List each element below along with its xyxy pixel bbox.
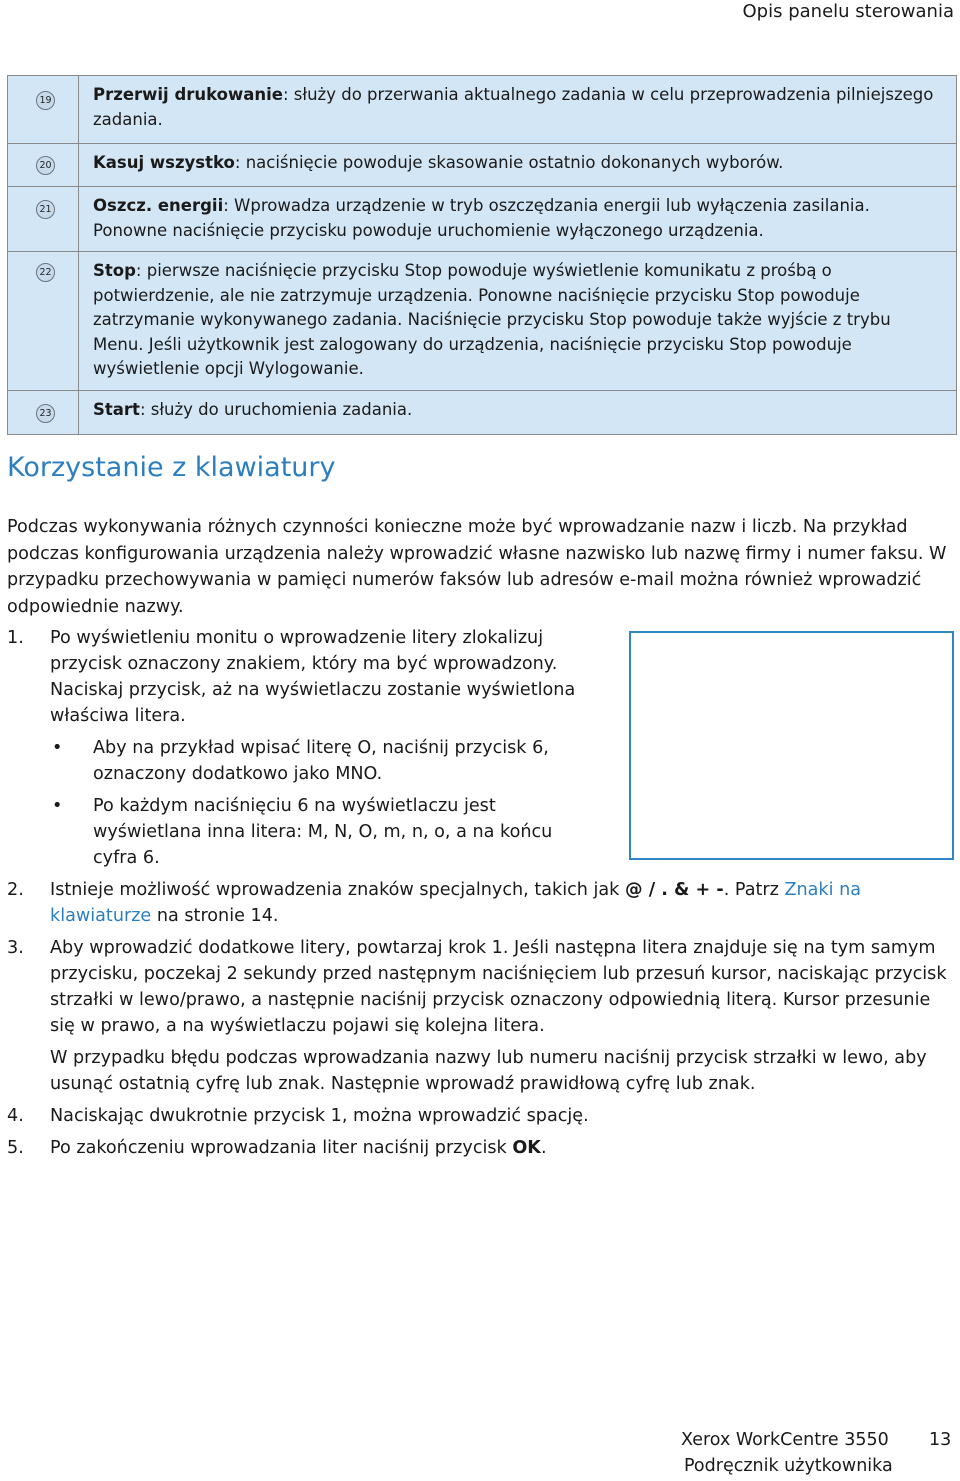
control-term: Start (93, 399, 140, 419)
footer-guide: Podręcznik użytkownika (684, 1456, 893, 1476)
control-description: : służy do uruchomienia zadania. (139, 399, 413, 419)
step-4: 4. Naciskając dwukrotnie przycisk 1, można wprowadzić spację. (7, 1106, 589, 1126)
footer-product: Xerox WorkCentre 3550 (681, 1430, 889, 1450)
step-text: Po wyświetleniu monitu o wprowadzenie litery zlokalizuj przycisk oznaczony znakiem, który ma być wprowadzony. Naciskaj przycisk, aż na wyświetlaczu zostanie wyświetlona właściwa litera. (50, 628, 576, 726)
bullet-item: • Po każdym naciśnięciu 6 na wyświetlaczu jest wyświetlana inna litera: M, N, O, m, n, o, a na końcu cyfra 6. (50, 793, 595, 871)
control-term: Przerwij drukowanie (93, 85, 283, 104)
table-row (8, 76, 957, 144)
table-row (8, 252, 957, 391)
page-number: 13 (929, 1430, 952, 1450)
table-row (8, 144, 957, 187)
control-description: : Wprowadza urządzenie w tryb oszczędzania energii lub wyłączenia zasilania. Ponowne naciśnięcie przycisku powoduje uruchomienie wyłączonego urządzenia. (93, 196, 870, 240)
table-row (8, 390, 957, 434)
cross-reference-link[interactable]: Znaki na klawiaturze (50, 880, 862, 926)
section-heading: Korzystanie z klawiatury (7, 452, 336, 483)
running-header: Opis panelu sterowania (742, 1, 954, 22)
number-badge-20: 20 (36, 156, 55, 175)
control-description: : pierwsze naciśnięcie przycisku Stop powoduje wyświetlenie komunikatu z prośbą o potwierdzenie, ale nie zatrzymuje urządzenia. Ponowne naciśnięcie przycisku Stop powoduje zatrzymanie wykonywanego zadania. Naciśnięcie przycisku Stop powoduje także wyjście z trybu Menu. Jeśli użytkownik jest zalogowany do urządzenia, naciśnięcie przycisku Stop powoduje wyświetlenie opcji Wylogowanie. (93, 261, 891, 378)
step-2: 2. Istnieje możliwość wprowadzenia znaków specjalnych, takich jak @ / . & + -. Patrz Znaki na klawiaturze na stronie 14. (7, 880, 862, 926)
number-badge-23: 23 (36, 404, 55, 423)
step-3: 3. Aby wprowadzić dodatkowe litery, powtarzaj krok 1. Jeśli następna litera znajduje się na tym samym przycisku, poczekaj 2 sekundy przed następnym naciśnięciem lub przesuń kursor, naciskając przycisk strzałki w lewo/prawo, a następnie naciśnij przycisk oznaczony odpowiednią literą. Kursor przesunie się w prawo, a na wyświetlaczu pojawi się kolejna litera. W przypadku błędu podczas wprowadzania nazwy lub numeru naciśnij przycisk strzałki w lewo, aby usunąć ostatnią cyfrę lub znak. Następnie wprowadź prawidłową cyfrę lub znak. (7, 935, 952, 1097)
number-badge-21: 21 (36, 200, 55, 219)
control-panel-table (7, 75, 957, 435)
step-1: 1. Po wyświetleniu monitu o wprowadzenie litery zlokalizuj przycisk oznaczony znakiem, który ma być wprowadzony. Naciskaj przycisk, aż na wyświetlaczu zostanie wyświetlona właściwa litera. • Aby na przykład wpisać literę O, naciśnij przycisk 6, oznaczony dodatkowo jako MNO. • Po każdym naciśnięciu 6 na wyświetlaczu jest wyświetlana inna litera: M, N, O, m, n, o, a na końcu cyfra 6. (7, 625, 595, 871)
bullet-item: • Aby na przykład wpisać literę O, naciśnij przycisk 6, oznaczony dodatkowo jako MNO. (50, 735, 595, 787)
number-badge-22: 22 (36, 263, 55, 282)
control-term: Oszcz. energii (93, 196, 224, 215)
step-5: 5. Po zakończeniu wprowadzania liter naciśnij przycisk OK. (7, 1138, 547, 1158)
step-note: W przypadku błędu podczas wprowadzania nazwy lub numeru naciśnij przycisk strzałki w lewo, aby usunąć ostatnią cyfrę lub znak. Następnie wprowadź prawidłową cyfrę lub znak. (50, 1048, 927, 1094)
intro-paragraph: Podczas wykonywania różnych czynności konieczne może być wprowadzanie nazw i liczb. Na przykład podczas konfigurowania urządzenia należy wprowadzić własne nazwisko lub nazwę firmy i numer faksu. W przypadku przechowywania w pamięci numerów faksów lub adresów e-mail można również wprowadzić odpowiednie nazwy. (7, 517, 947, 617)
control-term: Stop (93, 261, 136, 280)
control-description: : służy do przerwania aktualnego zadania w celu przeprowadzenia pilniejszego zadania. (93, 85, 934, 129)
number-badge-19: 19 (36, 91, 55, 110)
control-term: Kasuj wszystko (93, 153, 235, 172)
control-description: : naciśnięcie powoduje skasowanie ostatnio dokonanych wyborów. (234, 153, 784, 172)
table-row (8, 187, 957, 252)
special-characters: @ / . & + - (624, 880, 724, 900)
ok-button-label: OK (512, 1138, 541, 1158)
step-text: Aby wprowadzić dodatkowe litery, powtarzaj krok 1. Jeśli następna litera znajduje się na tym samym przycisku, poczekaj 2 sekundy przed następnym naciśnięciem lub przesuń kursor, naciskając przycisk strzałki w lewo/prawo, a następnie naciśnij przycisk oznaczony odpowiednią literą. Kursor przesunie się w prawo, a na wyświetlaczu pojawi się kolejna litera. (50, 938, 947, 1036)
steps-list (7, 625, 952, 1161)
